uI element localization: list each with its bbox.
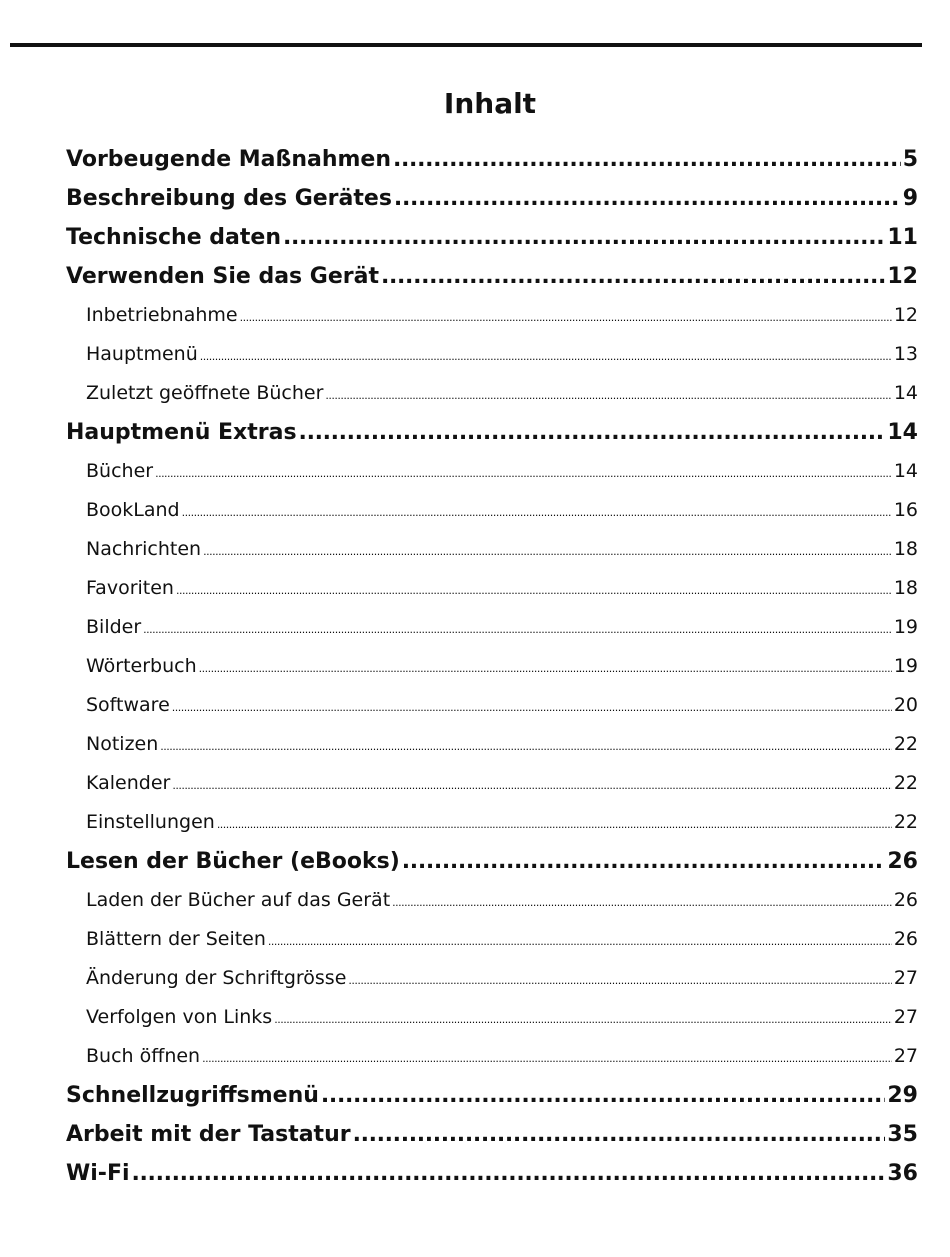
dot-leader bbox=[200, 337, 892, 374]
toc-entry-page-number: 26 bbox=[893, 928, 918, 950]
toc-entry-label: Zuletzt geöffnete Bücher bbox=[86, 382, 324, 404]
toc-section-entry[interactable] bbox=[66, 803, 918, 842]
dot-leader bbox=[203, 532, 892, 569]
toc-section-entry[interactable] bbox=[66, 374, 918, 413]
toc-section-entry[interactable] bbox=[66, 491, 918, 530]
dot-leader bbox=[393, 140, 901, 179]
toc-entry-page-number: 12 bbox=[893, 304, 918, 326]
toc-entry-label: Technische daten bbox=[66, 225, 281, 250]
toc-entry-page-number: 14 bbox=[893, 460, 918, 482]
dot-leader bbox=[325, 376, 891, 413]
dot-leader bbox=[132, 1154, 886, 1193]
toc-entry-label: Bilder bbox=[86, 616, 142, 638]
dot-leader bbox=[160, 727, 892, 764]
top-rule bbox=[10, 43, 922, 47]
toc-entry-page-number: 13 bbox=[893, 343, 918, 365]
toc-entry-label: Nachrichten bbox=[86, 538, 202, 560]
toc-section-entry[interactable] bbox=[66, 920, 918, 959]
toc-chapter-entry[interactable] bbox=[66, 1115, 918, 1154]
dot-leader bbox=[182, 493, 892, 530]
toc-chapter-entry[interactable] bbox=[66, 842, 918, 881]
toc-section-entry[interactable] bbox=[66, 569, 918, 608]
toc-section-entry[interactable] bbox=[66, 764, 918, 803]
dot-leader bbox=[353, 1115, 886, 1154]
toc-entry-page-number: 12 bbox=[887, 264, 918, 289]
dot-leader bbox=[299, 413, 886, 452]
dot-leader bbox=[199, 649, 892, 686]
toc-section-entry[interactable] bbox=[66, 959, 918, 998]
toc-section-entry[interactable] bbox=[66, 335, 918, 374]
toc-entry-page-number: 27 bbox=[893, 967, 918, 989]
dot-leader bbox=[268, 922, 892, 959]
toc-entry-label: Verfolgen von Links bbox=[86, 1006, 273, 1028]
toc-entry-page-number: 22 bbox=[893, 811, 918, 833]
toc-entry-page-number: 20 bbox=[893, 694, 918, 716]
toc-chapter-entry[interactable] bbox=[66, 179, 918, 218]
toc-section-entry[interactable] bbox=[66, 608, 918, 647]
toc-chapter-entry[interactable] bbox=[66, 257, 918, 296]
dot-leader bbox=[172, 688, 892, 725]
toc-entry-label: Buch öffnen bbox=[86, 1045, 201, 1067]
toc-entry-page-number: 27 bbox=[893, 1006, 918, 1028]
toc-entry-label: Wörterbuch bbox=[86, 655, 197, 677]
toc-entry-label: Vorbeugende Maßnahmen bbox=[66, 147, 392, 172]
toc-chapter-entry[interactable] bbox=[66, 1154, 918, 1193]
dot-leader bbox=[348, 961, 891, 998]
toc-entry-label: Bücher bbox=[86, 460, 154, 482]
toc-entry-label: Kalender bbox=[86, 772, 171, 794]
toc-entry-label: Änderung der Schriftgrösse bbox=[86, 967, 347, 989]
dot-leader bbox=[155, 454, 892, 491]
toc-entry-label: BookLand bbox=[86, 499, 180, 521]
dot-leader bbox=[402, 842, 886, 881]
toc-entry-page-number: 35 bbox=[887, 1122, 918, 1147]
toc-entry-page-number: 16 bbox=[893, 499, 918, 521]
toc-entry-label: Wi-Fi bbox=[66, 1161, 130, 1186]
dot-leader bbox=[392, 883, 892, 920]
toc-entry-page-number: 29 bbox=[887, 1083, 918, 1108]
page-title: Inhalt bbox=[443, 87, 537, 120]
table-of-contents bbox=[66, 140, 918, 1193]
toc-section-entry[interactable] bbox=[66, 686, 918, 725]
toc-entry-page-number: 26 bbox=[887, 849, 918, 874]
toc-entry-label: Lesen der Bücher (eBooks) bbox=[66, 849, 400, 874]
dot-leader bbox=[217, 805, 892, 842]
dot-leader bbox=[283, 218, 885, 257]
toc-entry-label: Hauptmenü Extras bbox=[66, 420, 297, 445]
toc-entry-label: Blättern der Seiten bbox=[86, 928, 266, 950]
toc-entry-page-number: 9 bbox=[902, 186, 918, 211]
toc-entry-page-number: 18 bbox=[893, 538, 918, 560]
dot-leader bbox=[394, 179, 901, 218]
toc-entry-label: Laden der Bücher auf das Gerät bbox=[86, 889, 391, 911]
toc-entry-page-number: 5 bbox=[902, 147, 918, 172]
dot-leader bbox=[321, 1076, 885, 1115]
toc-entry-label: Favoriten bbox=[86, 577, 174, 599]
toc-entry-label: Schnellzugriffsmenü bbox=[66, 1083, 319, 1108]
toc-entry-page-number: 14 bbox=[893, 382, 918, 404]
dot-leader bbox=[143, 610, 892, 647]
dot-leader bbox=[176, 571, 892, 608]
toc-section-entry[interactable] bbox=[66, 1037, 918, 1076]
toc-section-entry[interactable] bbox=[66, 998, 918, 1037]
toc-entry-page-number: 14 bbox=[887, 420, 918, 445]
dot-leader bbox=[381, 257, 885, 296]
toc-chapter-entry[interactable] bbox=[66, 140, 918, 179]
toc-entry-page-number: 19 bbox=[893, 616, 918, 638]
toc-entry-page-number: 18 bbox=[893, 577, 918, 599]
toc-entry-label: Software bbox=[86, 694, 170, 716]
toc-entry-label: Hauptmenü bbox=[86, 343, 198, 365]
toc-chapter-entry[interactable] bbox=[66, 1076, 918, 1115]
toc-section-entry[interactable] bbox=[66, 881, 918, 920]
toc-entry-page-number: 11 bbox=[887, 225, 918, 250]
toc-entry-page-number: 19 bbox=[893, 655, 918, 677]
dot-leader bbox=[274, 1000, 892, 1037]
toc-entry-page-number: 26 bbox=[893, 889, 918, 911]
toc-entry-label: Notizen bbox=[86, 733, 159, 755]
toc-section-entry[interactable] bbox=[66, 725, 918, 764]
dot-leader bbox=[240, 298, 892, 335]
toc-section-entry[interactable] bbox=[66, 296, 918, 335]
toc-entry-page-number: 22 bbox=[893, 772, 918, 794]
toc-section-entry[interactable] bbox=[66, 530, 918, 569]
toc-entry-label: Inbetriebnahme bbox=[86, 304, 238, 326]
toc-entry-page-number: 36 bbox=[887, 1161, 918, 1186]
toc-entry-label: Verwenden Sie das Gerät bbox=[66, 264, 379, 289]
toc-section-entry[interactable] bbox=[66, 452, 918, 491]
toc-section-entry[interactable] bbox=[66, 647, 918, 686]
toc-entry-label: Arbeit mit der Tastatur bbox=[66, 1122, 351, 1147]
toc-chapter-entry[interactable] bbox=[66, 413, 918, 452]
toc-entry-label: Einstellungen bbox=[86, 811, 215, 833]
toc-entry-label: Beschreibung des Gerätes bbox=[66, 186, 392, 211]
dot-leader bbox=[172, 766, 891, 803]
toc-chapter-entry[interactable] bbox=[66, 218, 918, 257]
dot-leader bbox=[202, 1039, 892, 1076]
toc-entry-page-number: 22 bbox=[893, 733, 918, 755]
toc-entry-page-number: 27 bbox=[893, 1045, 918, 1067]
